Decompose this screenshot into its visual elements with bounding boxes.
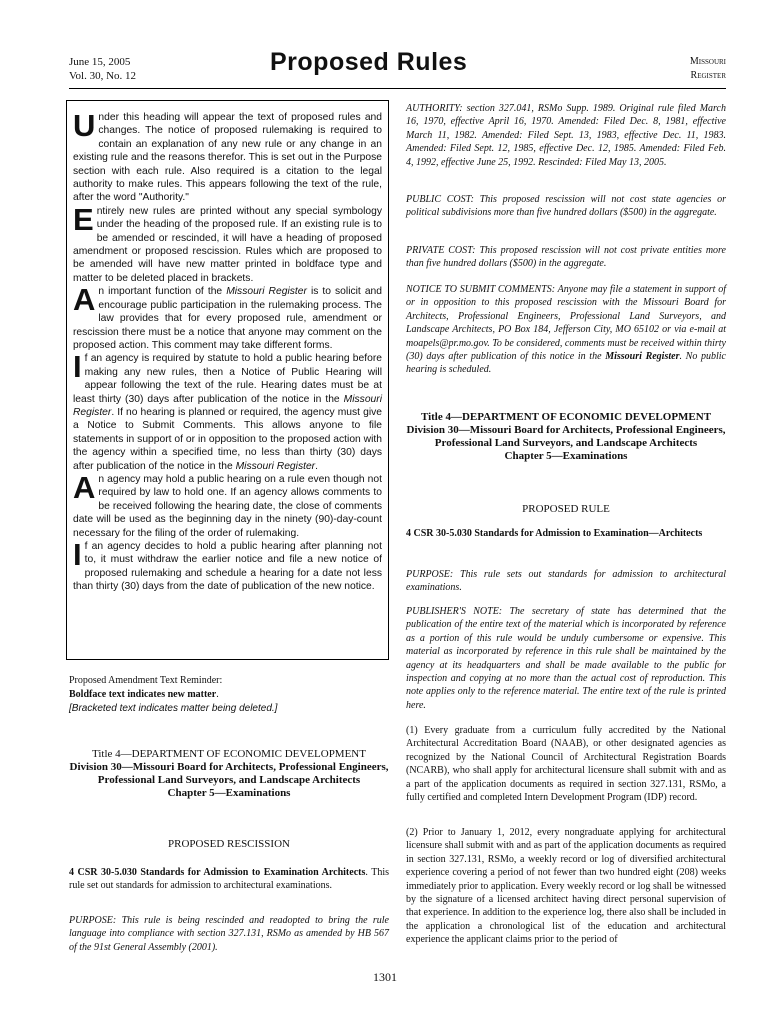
drop-cap: A [73, 469, 96, 505]
publication-name [676, 55, 726, 83]
box-text: is to solicit and encourage public participation in the rulemaking process. The law provides that for every proposed rule, amendment or rescission there must be a notice that anyone may comment on the proposed action. This comment may take different forms. [73, 286, 382, 351]
drop-cap: I [73, 349, 82, 385]
reminder-bracketed: [Bracketed text indicates matter being deleted.] [69, 703, 278, 714]
reminder-heading: Proposed Amendment Text Reminder: [69, 675, 223, 686]
rescission-purpose: PURPOSE: This rule is being rescinded and readopted to bring the rule language into compliance with section 327.131, RSMo as amended by HB 567 of the 91st General Assembly (2001). [69, 915, 389, 953]
department-title: Title 4—DEPARTMENT OF ECONOMIC DEVELOPMENT [420, 411, 712, 423]
drop-cap: U [73, 108, 96, 143]
publishers-note: PUBLISHER'S NOTE: The secretary of state has determined that the publication of the entire text of the material which is incorporated by reference as a portion of this rule would be unduly cumbersome or expensive. This material as incorporated by reference in this rule shall be maintained by the agency at its headquarters and shall be made available to the public for inspection and copying at no more than the actual cost of reproduction. This note applies only to the reference material. The entire text of the rule is printed here. [406, 606, 726, 711]
box-paragraph-1 [73, 108, 382, 205]
box-italic: Missouri Register [226, 286, 307, 298]
box-paragraph-4 [73, 349, 382, 473]
rule-section-1: (1) Every graduate from a curriculum fully accredited by the National Architectural Accreditation Board (NAAB), or other designated agencies as recognized by the National Council of Architectural Registration Boards (NCARB), who shall apply for architectural licensure shall submit with and as a part of the application documents as required in section 327.131, RSMo, a fully certified and completed Intern Development Program (IDP) record. [406, 725, 726, 804]
proposed-rule-heading: PROPOSED RULE [522, 503, 610, 515]
box-paragraph-6-text: f an agency decides to hold a public hearing after planning not to, it must withdraw the earlier notice and file a new notice of proposed rulemaking and schedule a hearing for a date not less than thirty (30) days from the date of publication of the new notice. [73, 541, 382, 593]
amendment-text-reminder [69, 674, 389, 716]
authority-paragraph: AUTHORITY: section 327.041, RSMo Supp. 1989. Original rule filed March 16, 1970, effective April 16, 1970. Amended: Filed Dec. 8, 1981, effective March 11, 1982. Amended: Filed Sept. 13, 1983, effective Dec. 11, 1983. Amended: Filed Sept. 12, 1985, effective Dec. 12, 1985. Amended: Filed Feb. 4, 1992, effective June 25, 1992. Rescinded: Filed May 13, 2005. [406, 103, 726, 168]
proposed-rule-number: 4 CSR 30-5.030 Standards for Admission to Examination—Architects [406, 528, 703, 539]
division-title: Division 30—Missouri Board for Architects, Professional Engineers, Professional Land Surveyors, and Landscape Architects [69, 761, 389, 786]
chapter-title: Chapter 5—Examinations [167, 787, 291, 799]
box-text: n important function of the [98, 286, 227, 298]
proposed-rule-purpose: PURPOSE: This rule sets out standards for admission to architectural examinations. [406, 569, 726, 594]
box-paragraph-2-text: ntirely new rules are printed without any special symbology under the heading of the proposed rule. If an existing rule is to be amended or rescinded, it will have a heading of proposed amendment or proposed rescission. Rules which are proposed to be amended will have new matter printed in boldface type and matter to be deleted placed in brackets. [73, 205, 382, 284]
box-italic: Missouri Register [235, 460, 316, 472]
notice-to-submit-comments [406, 283, 726, 377]
box-paragraph-2 [73, 201, 382, 285]
reminder-boldface-end: . [216, 689, 219, 700]
proposed-rescission-heading: PROPOSED RESCISSION [168, 838, 290, 850]
division-title: Division 30—Missouri Board for Architects, Professional Engineers, Professional Land Surveyors, and Landscape Architects [406, 424, 726, 449]
drop-cap: A [73, 282, 96, 318]
notice-text-end: . No public hearing is scheduled. [406, 351, 726, 376]
drop-cap: I [73, 537, 82, 572]
rule-description: . This rule set out standards for admission to architectural examinations. [69, 867, 389, 892]
department-title: Title 4—DEPARTMENT OF ECONOMIC DEVELOPMENT [92, 748, 366, 760]
notice-bold: Missouri Register [605, 351, 680, 363]
box-text: f an agency is required by statute to hold a public hearing before making any new rules, then a Notice of Public Hearing will appear following the text of the rule. Hearing dates must be at least thirty (30) days after publication of the notice in the [73, 353, 382, 405]
chapter-title: Chapter 5—Examinations [504, 450, 628, 462]
public-cost-paragraph: PUBLIC COST: This proposed rescission will not cost state agencies or political subdivisions more than five hundred dollars ($500) in the aggregate. [406, 194, 726, 219]
rule-number: 4 CSR 30-5.030 Standards for Admission to Examination Architects [69, 867, 366, 878]
page-title: Proposed Rules [270, 48, 468, 76]
issue-volume: Vol. 30, No. 12 [69, 70, 137, 82]
instruction-box [66, 100, 389, 660]
box-text: . If no hearing is planned or required, the agency must give a Notice to Submit Comments. This allows anyone to file statements in support of or in opposition to the proposed action with the agency within a specified time, no less than thirty (30) days after publication of the notice in the [73, 406, 382, 472]
issue-date: June 15, 2005 [69, 56, 131, 68]
box-italic: Missouri Register [73, 393, 382, 418]
left-title-block [69, 748, 389, 800]
box-text: . [315, 460, 318, 472]
drop-cap: E [73, 201, 94, 237]
notice-text: NOTICE TO SUBMIT COMMENTS: Anyone may file a statement in support of or in opposition to this proposed rescission with the Missouri Board for Architects, Professional Engineers, Professional Land Surveyors, and Landscape Architects, PO Box 184, Jefferson City, MO 65102 or via e-mail at moapels@pr.mo.gov. To be considered, comments must be received within thirty (30) days after publication of this notice in the [406, 284, 726, 363]
header-issue-info [69, 55, 136, 83]
box-paragraph-6 [73, 537, 382, 594]
box-paragraph-5 [73, 469, 382, 540]
rescission-rule [69, 866, 389, 893]
right-title-block [406, 411, 726, 463]
rule-section-2: (2) Prior to January 1, 2012, every nongraduate applying for architectural licensure shall submit with and as part of the application documents as required in section 327.131, RSMo, a weekly record or log of diversified architectural experience covering a period of not fewer than two hundred eight (208) weeks immediately prior to application. Every weekly record or log shall be witnessed by the signature of a licensed architect having direct personal supervision of that experience. In addition to the experience log, there also shall be included in the application a chronological list of the education and architectural experience the applicant claims prior to the period of [406, 827, 726, 946]
page-number: 1301 [373, 970, 397, 984]
reminder-boldface-text: Boldface text indicates new matter [69, 689, 217, 700]
publication-name-line2: Register [690, 70, 726, 81]
box-paragraph-5-text: n agency may hold a public hearing on a rule even though not required by law to hold one. If an agency allows comments to be received following the hearing date, the close of comments date will be used as the beginning day in the ninety (90)-day-count necessary for the filing of the order of rulemaking. [73, 473, 382, 539]
private-cost-paragraph: PRIVATE COST: This proposed rescission will not cost private entities more than five hundred dollars ($500) in the aggregate. [406, 245, 726, 270]
box-paragraph-3 [73, 282, 382, 352]
box-paragraph-1-text: nder this heading will appear the text of proposed rules and changes. The notice of proposed rulemaking is required to contain an explanation of any new rule or any change in an existing rule and the reasons therefor. This is set out in the Purpose section with each rule. Also required is a citation to the legal authority to make rules. This appears following the text of the rule, after the word "Authority." [73, 112, 382, 204]
header-divider [69, 88, 726, 89]
publication-name-line1: Missouri [689, 56, 726, 67]
reminder-boldface [69, 688, 389, 702]
